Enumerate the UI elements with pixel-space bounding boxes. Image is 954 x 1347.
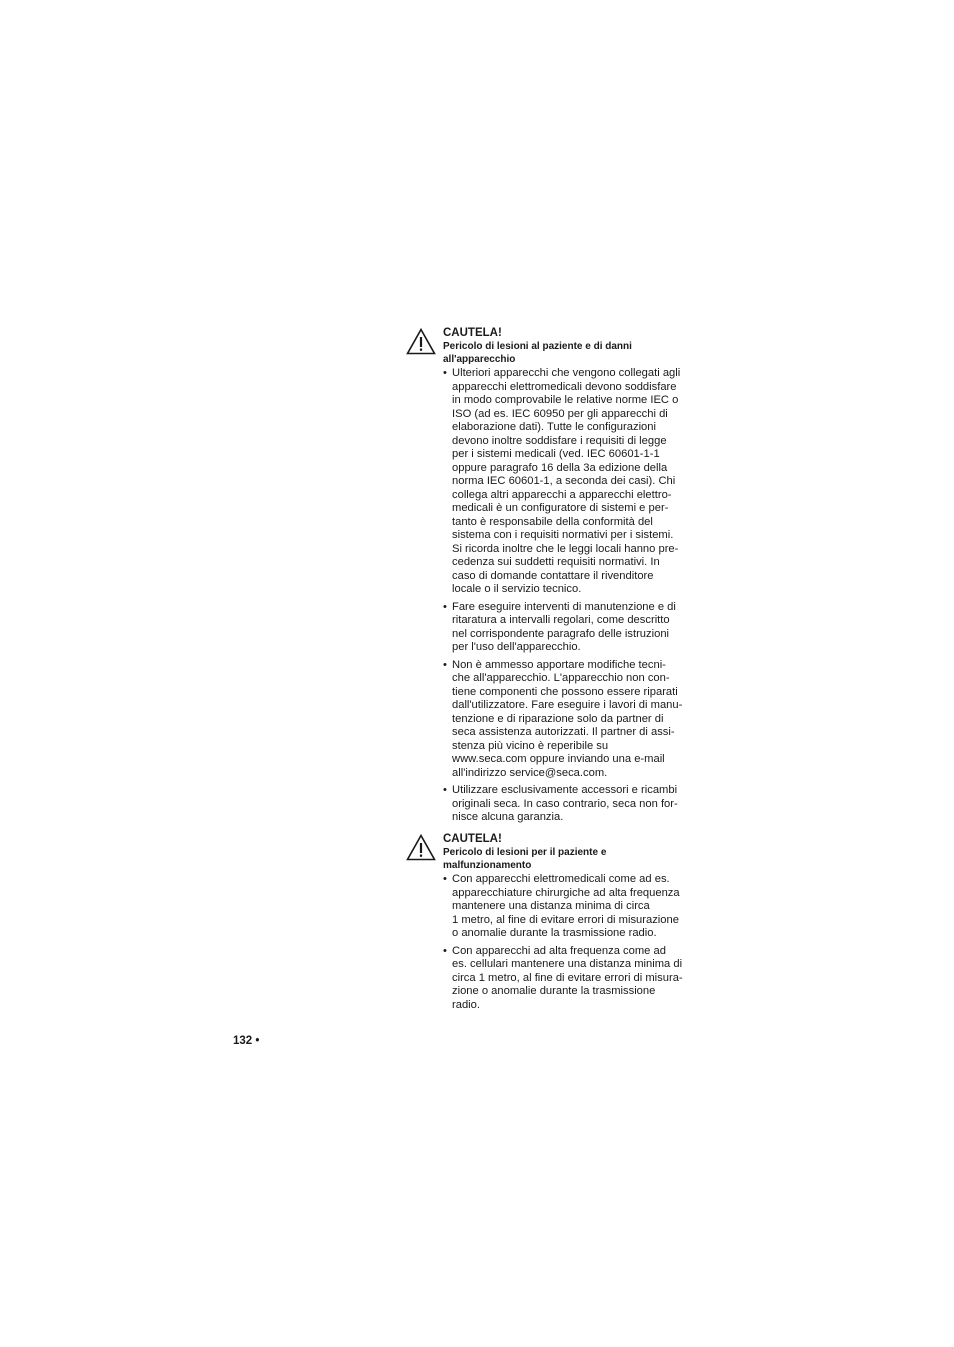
warning-content <box>443 832 706 1012</box>
warning-triangle-icon <box>406 834 436 861</box>
bullet-item: • Fare eseguire interventi di manutenzione e di ritaratura a intervalli regolari, come descritto nel corrispondente paragrafo delle istruzioni per l'uso dell'apparecchio. <box>443 601 706 655</box>
warning-subtitle: Pericolo di lesioni al paziente e di danni all'apparecchio <box>443 341 632 365</box>
bullet-item: • Non è ammesso apportare modifiche tecni- che all'apparecchio. L'apparecchio non con- tiene componenti che possono essere riparati dall'utilizzatore. Fare eseguire i lavori di manu- tenzione e di riparazione solo da partner di seca assistenza autorizzati. Il partner di assi- stenza più vicino è reperibile su www.seca.com oppure inviando una e-mail all'indirizzo service@seca.com. <box>443 659 706 781</box>
bullet-item: • Utilizzare esclusivamente accessori e ricambi originali seca. In caso contrario, seca non for- nisce alcuna garanzia. <box>443 784 706 825</box>
warning-triangle-icon <box>406 328 436 355</box>
bullet-item: • Con apparecchi elettromedicali come ad es. apparecchiature chirurgiche ad alta frequenza mantenere una distanza minima di circa 1 metro, al fine di evitare errori di misurazione o anomalie durante la trasmissione radio. <box>443 873 706 941</box>
bullet-item: • Con apparecchi ad alta frequenza come ad es. cellulari mantenere una distanza minima di circa 1 metro, al fine di evitare errori di misura- zione o anomalie durante la trasmissione radio. <box>443 945 706 1013</box>
warning-content <box>443 326 706 825</box>
warning-subtitle: Pericolo di lesioni per il paziente e malfunzionamento <box>443 847 607 871</box>
warning-title: CAUTELA! <box>443 327 502 339</box>
warning-block-1 <box>406 326 706 829</box>
page-number: 132 • <box>233 1035 260 1047</box>
warning-title: CAUTELA! <box>443 833 502 845</box>
warning-block-2 <box>406 832 706 1016</box>
bullet-list <box>443 873 706 1012</box>
bullet-list <box>443 367 706 825</box>
bullet-item: • Ulteriori apparecchi che vengono collegati agli apparecchi elettromedicali devono soddisfare in modo comprovabile le relative norme IEC o ISO (ad es. IEC 60950 per gli apparecchi di elaborazione dati). Tutte le configurazioni devono inoltre soddisfare i requisiti di legge per i sistemi medicali (ved. IEC 60601-1-1 oppure paragrafo 16 della 3a edizione della norma IEC 60601-1, a seconda dei casi). Chi collega altri apparecchi a apparecchi elettro- medicali è un configuratore di sistemi e per- tanto è responsabile della conformità del sistema con i requisiti normativi per i sistemi. Si ricorda inoltre che le leggi locali hanno pre- cedenza sui suddetti requisiti normativi. In caso di domande contattare il rivenditore locale o il servizio tecnico. <box>443 367 706 597</box>
